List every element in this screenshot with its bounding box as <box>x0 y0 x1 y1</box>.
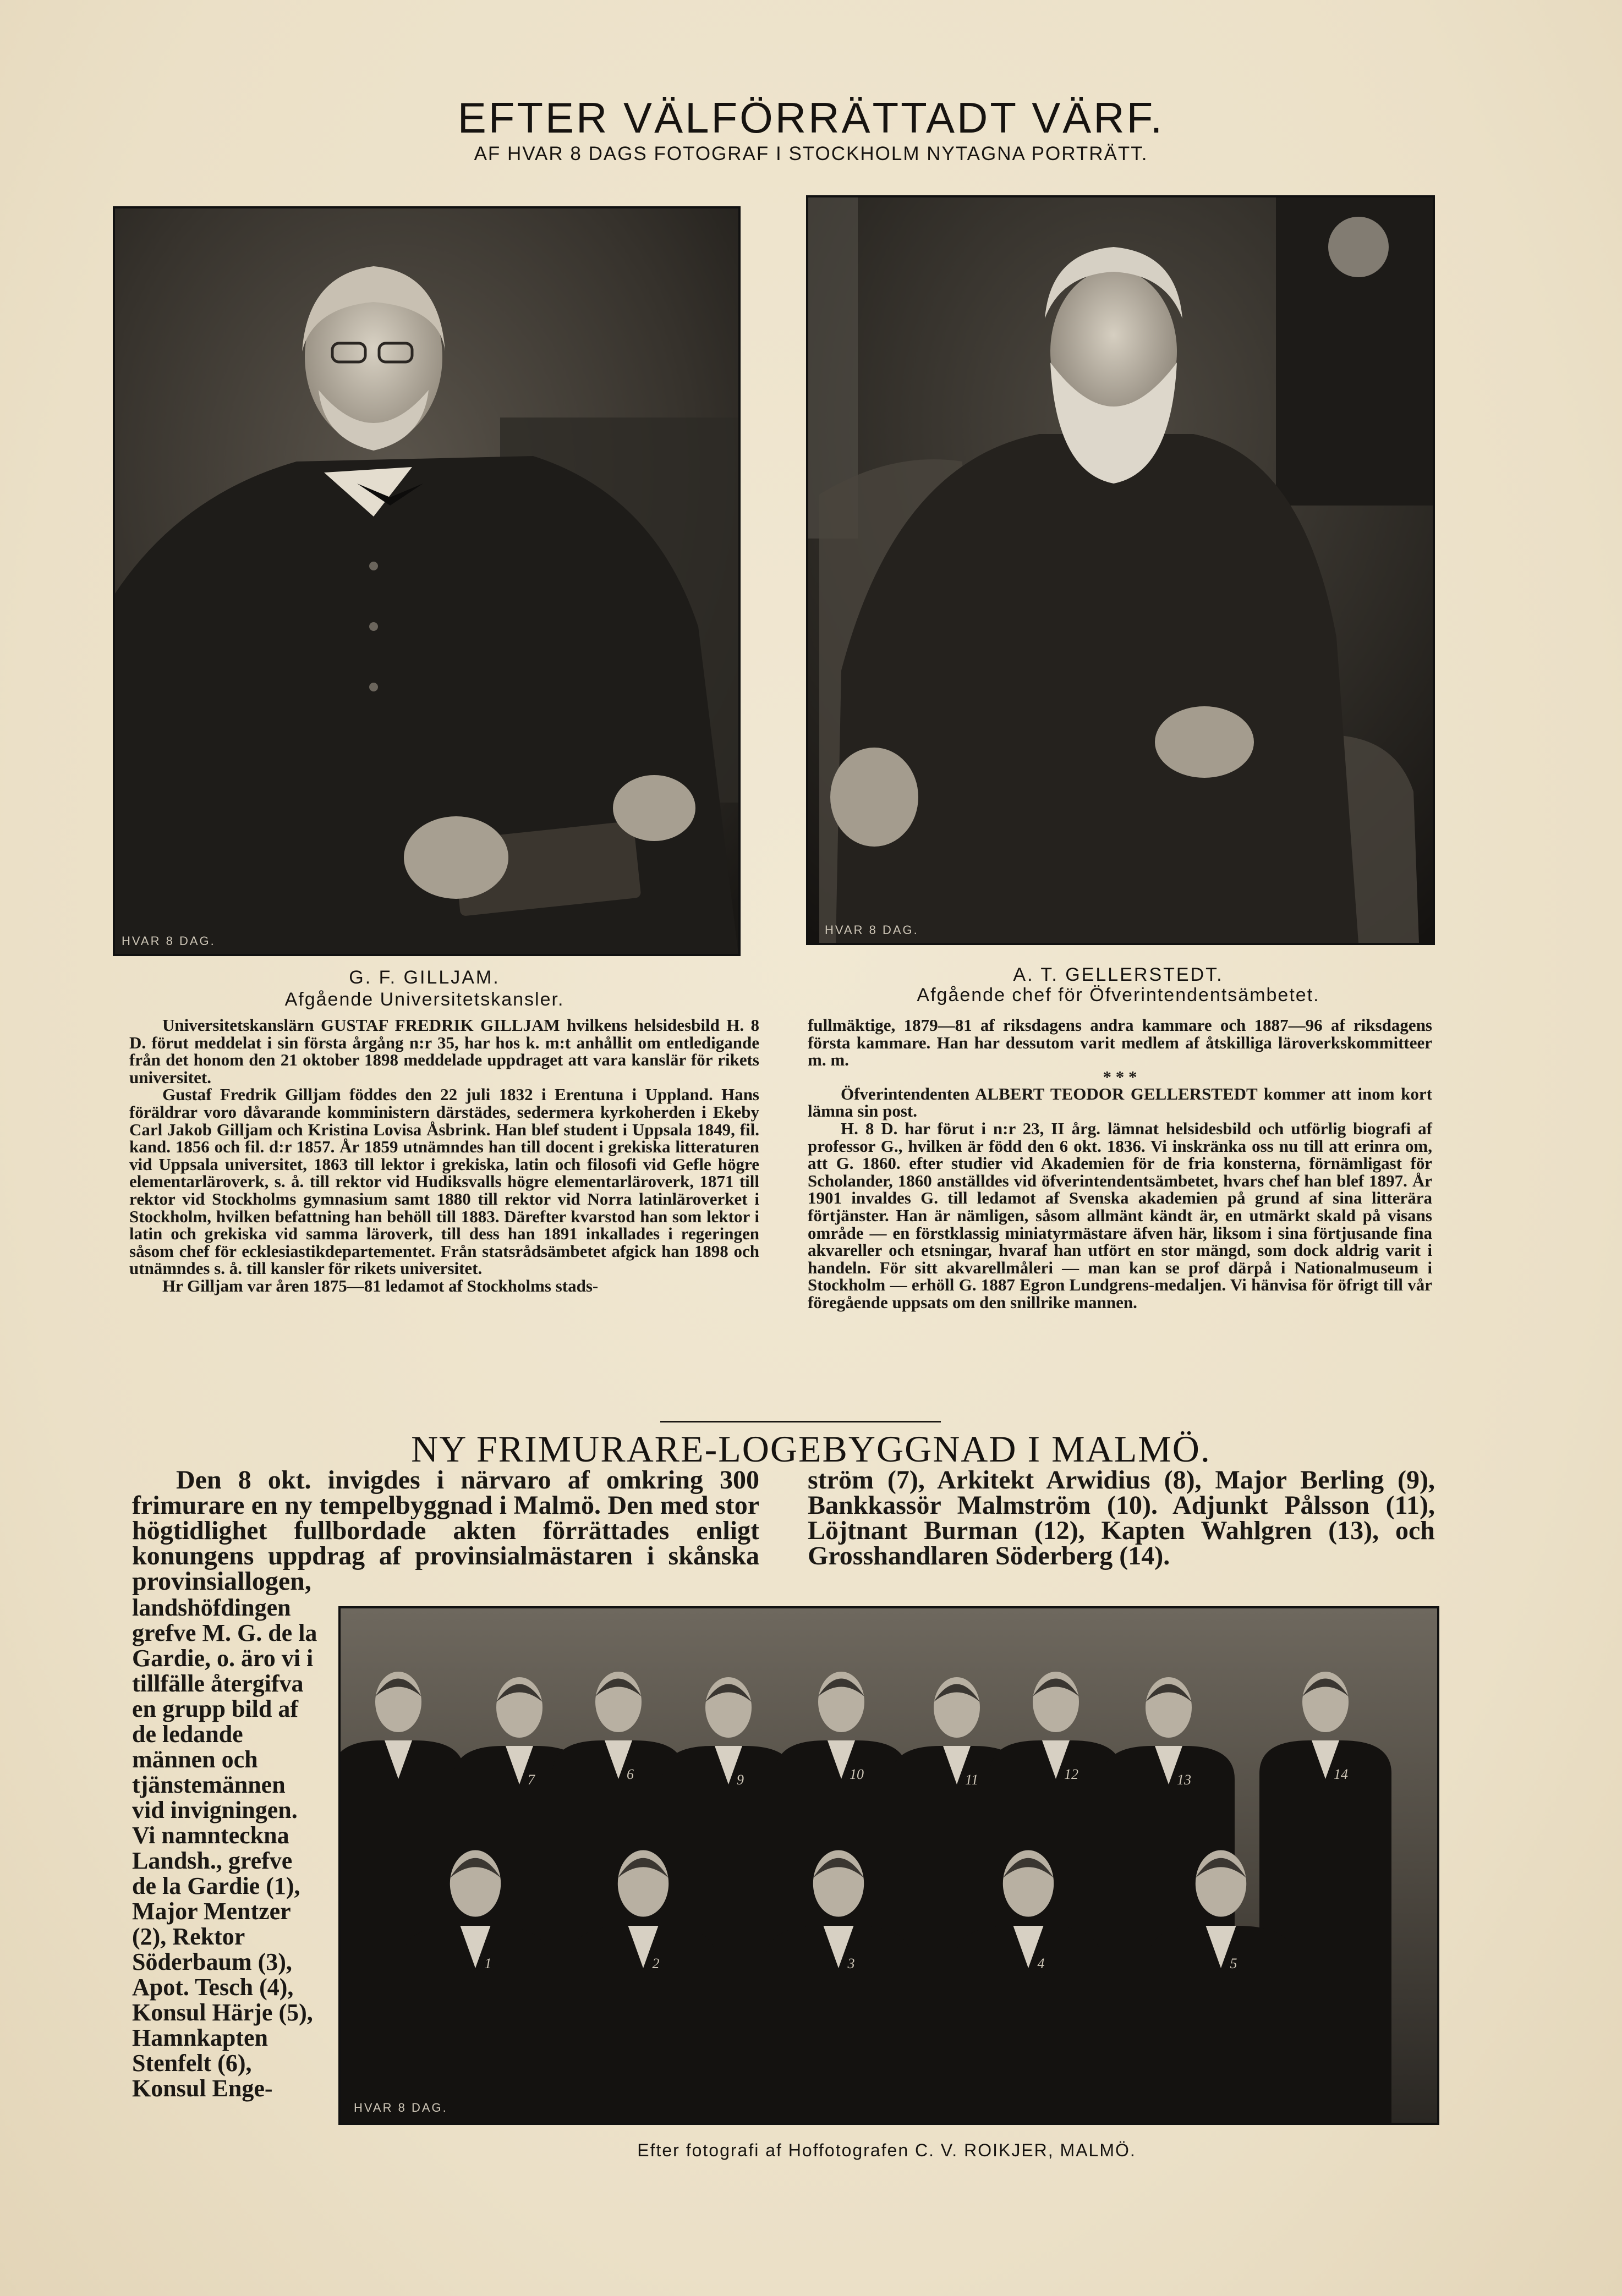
figure-number-10: 10 <box>850 1766 864 1782</box>
caption-name-right: A. T. GELLERSTEDT. <box>1013 964 1224 985</box>
group-photo-illustration <box>341 1608 1437 2123</box>
portrait-gellerstedt-illustration <box>808 197 1433 943</box>
article-gilljam-p3: Hr Gilljam var åren 1875—81 ledamot af Stockholms stads- <box>162 1276 599 1295</box>
lodge-names-right: ström (7), Arkitekt Arwidius (8), Major Berling (9), Bankkassör Malmström (10). Adjunkt Pålsson (11), Löjtnant Burman (12), Kapten Wahlgren (13), och Grosshandlaren Söderberg (14). <box>808 1465 1435 1570</box>
figure-number-7: 7 <box>528 1772 535 1788</box>
section-stars: * * * <box>1103 1067 1137 1086</box>
figure-number-11: 11 <box>965 1772 979 1788</box>
portrait-gilljam-illustration <box>115 208 738 954</box>
photo-credit-right: HVAR 8 DAG. <box>825 923 919 937</box>
portrait-gilljam <box>113 206 741 956</box>
figure-number-12: 12 <box>1064 1766 1078 1782</box>
figure-number-6: 6 <box>627 1766 634 1782</box>
article-gellerstedt <box>808 1017 1432 1311</box>
caption-name-left: G. F. GILLJAM. <box>349 967 500 988</box>
figure-number-1: 1 <box>484 1956 492 1971</box>
portrait-gellerstedt <box>806 195 1435 945</box>
article-gellerstedt-p2: Öfverintendenten ALBERT TEODOR GELLERSTEDT kommer att inom kort lämna sin post. <box>808 1084 1432 1121</box>
article-gilljam-p2: Gustaf Fredrik Gilljam föddes den 22 juli 1832 i Erentuna i Uppland. Hans föräldrar voro dåvarande komministern därstädes, sedermera kyrkoherden i Ekeby Carl Jakob Gilljam och Kristina Lovisa Åsbrink. Han blef student i Uppsala 1849, fil. kand. 1856 och fil. d:r 1857. År 1859 utnämndes han till docent i grekiska litteraturen vid Uppsala universitet, 1863 till lektor i grekiska, latin och filosofi vid Gefle högre elementarläroverk, s. å. till rektor vid Hudiksvalls högre elementarläroverk, 1871 till rektor vid Stockholms gymnasium samt 1880 till rektor vid Norra latinläroverket i Stockholm, hvilken befattning han behöll till 1883. Därefter kvarstod han som lektor i latin och grekiska vid samma läroverk, till dess han 1891 inkallades i regeringen såsom chef för ecklesiastikdepartementet. Från statsrådsämbetet afgick han 1898 och utnämndes s. å. till kansler för rikets universitet. <box>129 1085 759 1278</box>
figure-number-2: 2 <box>652 1956 660 1971</box>
caption-role-right: Afgående chef för Öfverintendentsämbetet. <box>917 985 1320 1006</box>
figure-number-13: 13 <box>1177 1772 1191 1788</box>
figure-number-14: 14 <box>1334 1766 1348 1782</box>
article-gilljam-p1: Universitetskanslärn GUSTAF FREDRIK GILLJAM hvilkens helsidesbild H. 8 D. förut meddelat i sin första årgång n:r 35, har hos k. m:t anhållit om entledigande från det honom den 21 oktober 1898 meddelade uppdraget att vara kanslär för rikets universitet. <box>129 1015 759 1087</box>
page-title: EFTER VÄLFÖRRÄTTADT VÄRF. <box>457 94 1165 142</box>
article-gilljam <box>129 1017 759 1295</box>
article-gellerstedt-p1: fullmäktige, 1879—81 af riksdagens andra kammare och 1887—96 af riksdagens första kammare. Han har dessutom varit medlem af åtskilliga läroverkskommitteer m. m. <box>808 1015 1432 1070</box>
photo-credit-group: HVAR 8 DAG. <box>354 2101 448 2114</box>
page-subtitle: AF HVAR 8 DAGS FOTOGRAF I STOCKHOLM NYTAGNA PORTRÄTT. <box>474 143 1148 164</box>
figure-number-3: 3 <box>847 1956 855 1971</box>
figure-number-9: 9 <box>737 1772 744 1788</box>
section-divider <box>660 1421 941 1422</box>
lodge-heading: NY FRIMURARE-LOGEBYGGNAD I MALMÖ. <box>411 1428 1211 1470</box>
lodge-side-column: landshöfdingen grefve M. G. de la Gardie, o. äro vi i tillfälle återgifva en grupp bild af de ledande männen och tjänstemännen vid invigningen. Vi namnteckna Landsh., grefve de la Gardie (1), Major Mentzer (2), Rektor Söderbaum (3), Apot. Tesch (4), Konsul Härje (5), Hamnkapten Stenfelt (6), Konsul Enge- <box>132 1594 317 2102</box>
group-photo-malmo <box>338 1606 1439 2125</box>
figure-number-5: 5 <box>1230 1956 1237 1971</box>
figure-number-4: 4 <box>1037 1956 1045 1971</box>
photo-credit-left: HVAR 8 DAG. <box>122 934 216 948</box>
group-photo-caption: Efter fotografi af Hoffotografen C. V. ROIKJER, MALMÖ. <box>637 2140 1136 2160</box>
article-gellerstedt-p3: H. 8 D. har förut i n:r 23, II årg. lämnat helsidesbild och utförlig biografi af professor G., hvilken är född den 6 okt. 1836. Vi inskränka oss nu till att erinra om, att G. 1860. efter studier vid Akademien för de fria konsterna, förnämligast för Scholander, 1860 anställdes vid öfverintendentsämbetet, hvars chef han blef 1897. År 1901 invaldes G. till ledamot af Svenska akademien på grund af sina litterära förtjänster. Han är nämligen, såsom allmänt kändt är, en utmärkt skald på visans område — en förstklassig miniatyrmästare äfven här, liksom i sina förtjusande fina akvareller och etsningar, hvaraf han utfört en stor mängd, som dock aldrig varit i handeln. För sitt akvarellmåleri — man kan se prof därpå i Nationalmuseum i Stockholm — erhöll G. 1887 Egron Lundgrens-medaljen. Vi hänvisa för öfrigt till vår föregående uppsats om den snillrike mannen. <box>808 1118 1432 1312</box>
caption-role-left: Afgående Universitetskansler. <box>284 989 565 1010</box>
lodge-intro: Den 8 okt. invigdes i närvaro af omkring 300 frimurare en ny tempelbyggnad i Malmö. Den med stor högtidlighet fullbordade akten förrättades enligt konungens uppdrag af provinsialmästaren i skånska provinsiallogen, <box>132 1465 759 1596</box>
